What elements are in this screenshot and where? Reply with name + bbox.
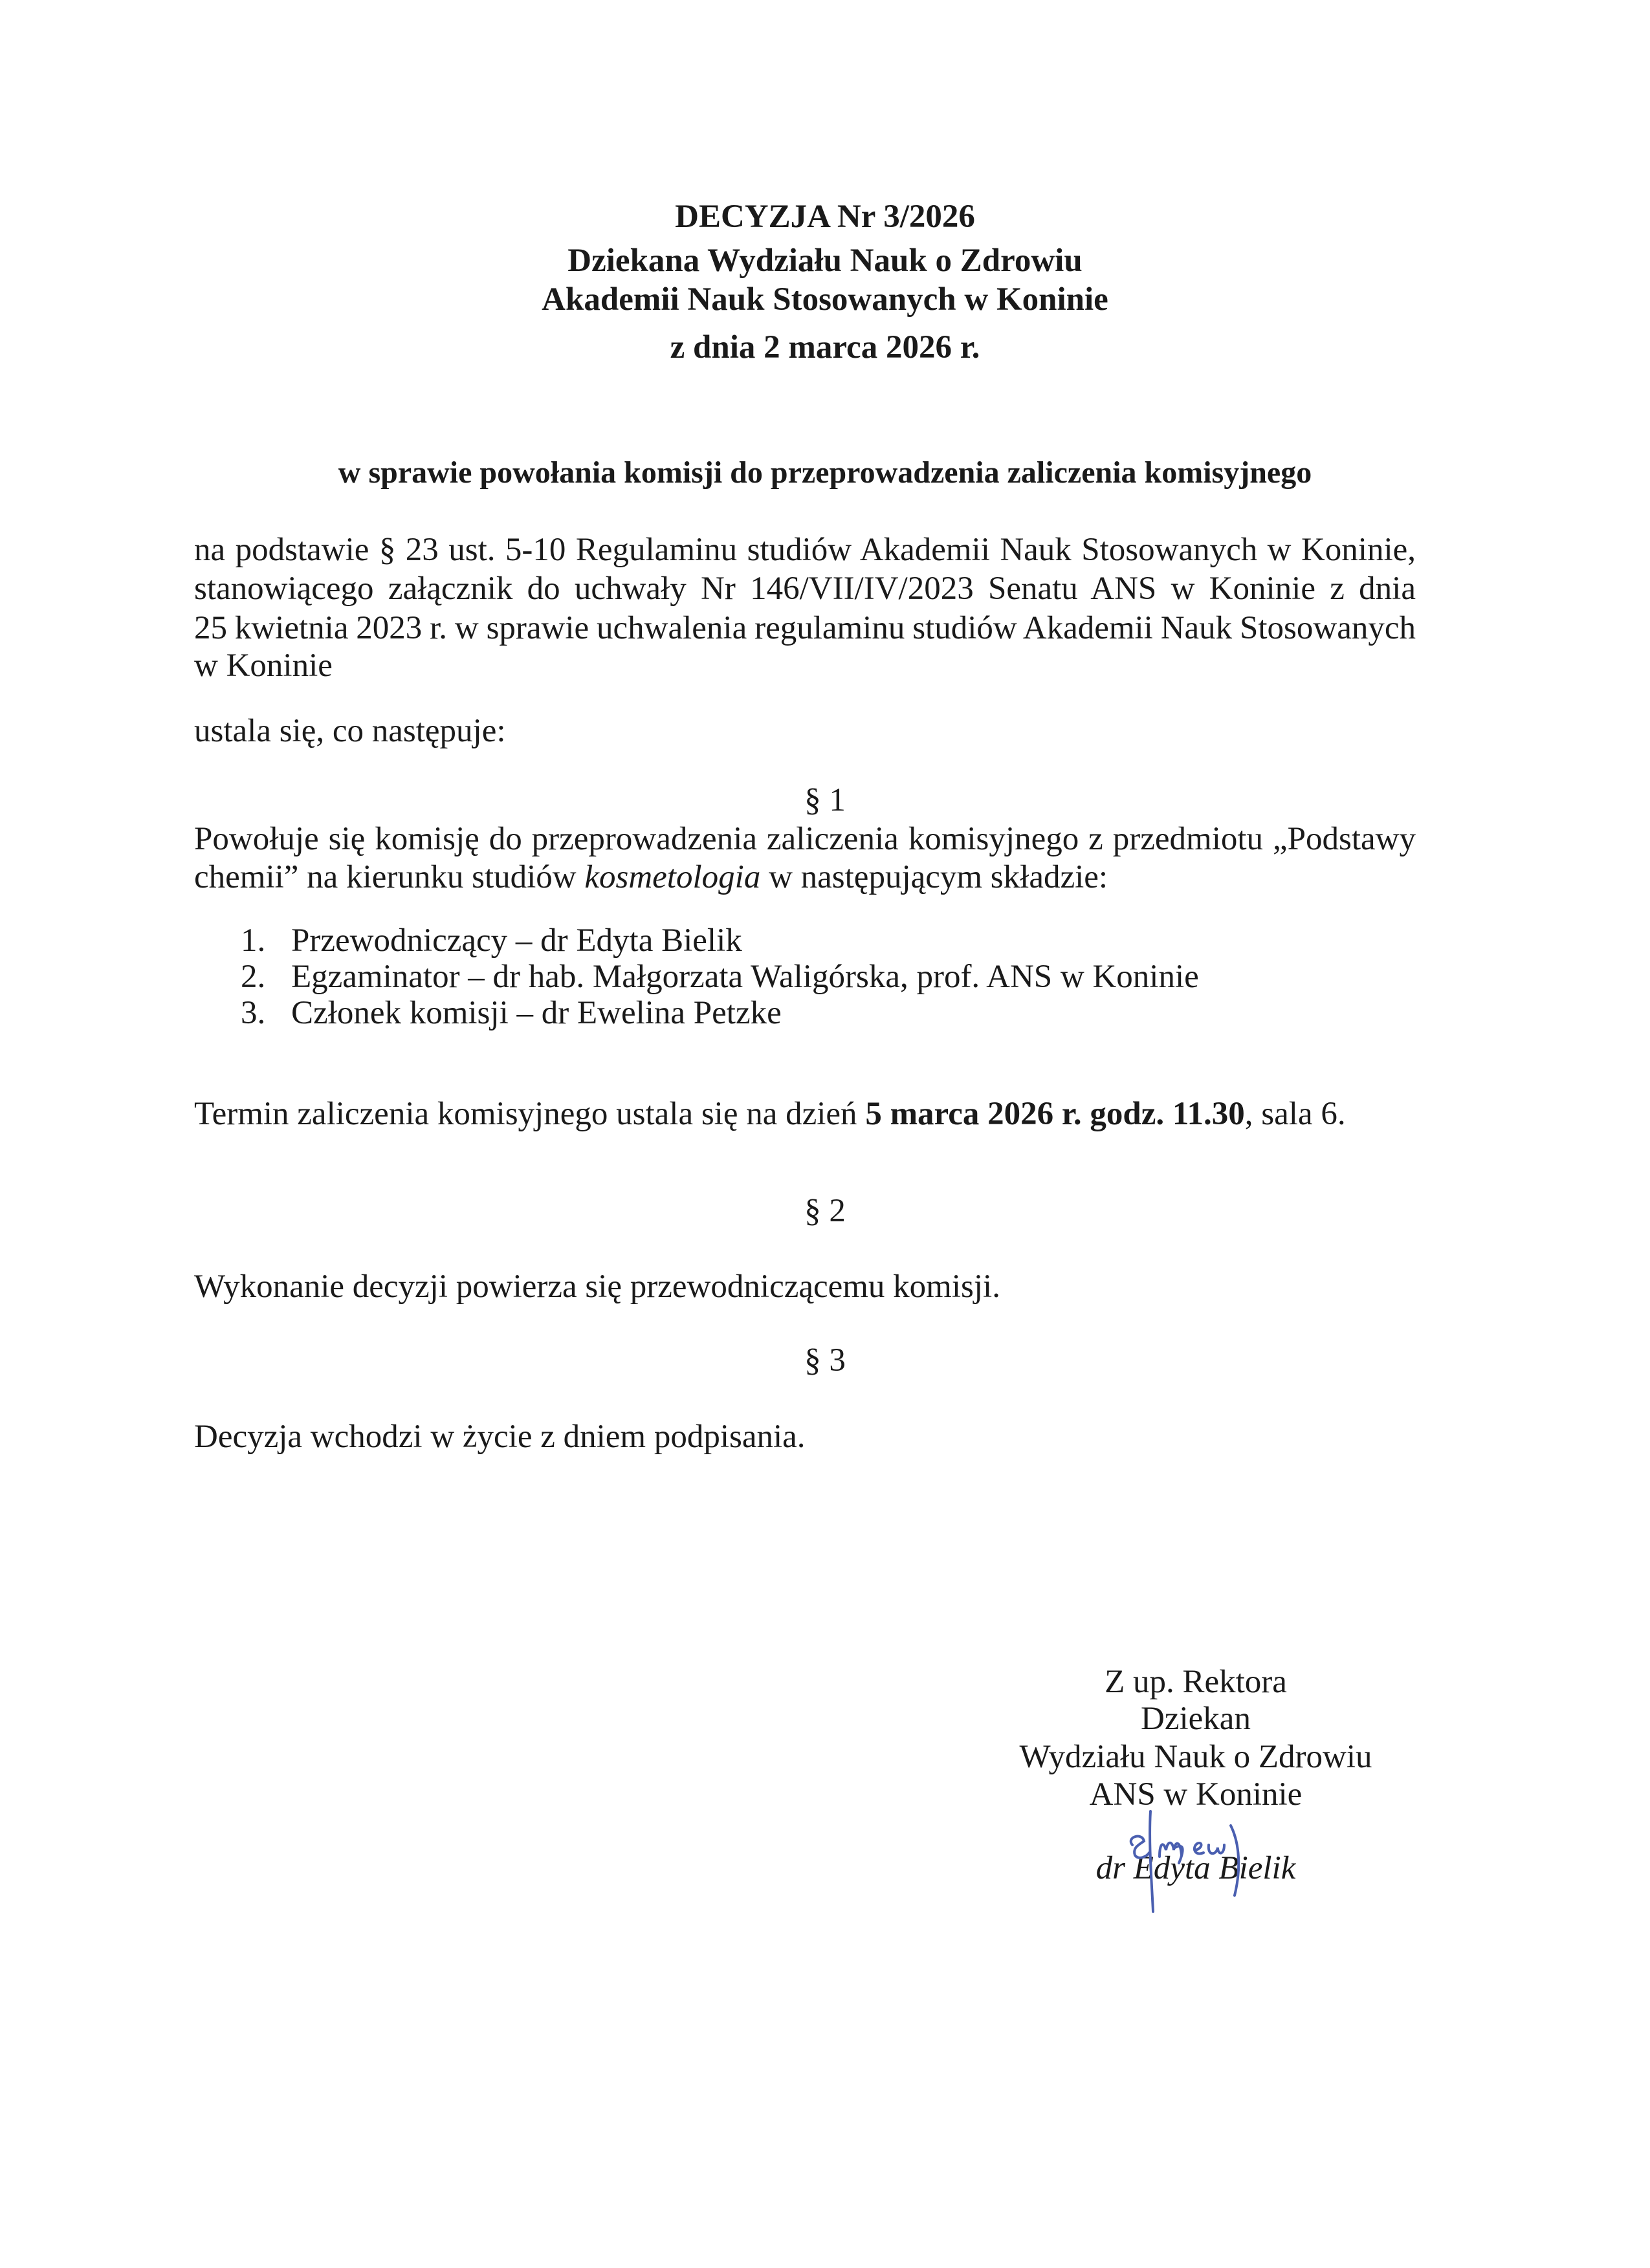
member-item: Przewodniczący – dr Edyta Bielik bbox=[291, 922, 742, 959]
exam-term bbox=[194, 1095, 1416, 1133]
text: Termin zaliczenia komisyjnego ustala się na dzień bbox=[194, 1096, 866, 1132]
signature-line-1: Z up. Rektora bbox=[1105, 1664, 1287, 1700]
section-1-heading: § 1 bbox=[804, 782, 846, 818]
field-of-study: kosmetologia bbox=[584, 859, 761, 895]
decision-title: DECYZJA Nr 3/2026 bbox=[675, 199, 975, 235]
issuer-line-1: Dziekana Wydziału Nauk o Zdrowiu bbox=[567, 243, 1083, 279]
member-number: 3. bbox=[241, 995, 266, 1031]
basis-line: w Koninie bbox=[194, 648, 333, 684]
section-2-text: Wykonanie decyzji powierza się przewodniczącemu komisji. bbox=[194, 1269, 1000, 1305]
signature-line-4: ANS w Koninie bbox=[1089, 1776, 1303, 1813]
decision-subject: w sprawie powołania komisji do przeprowadzenia zaliczenia komisyjnego bbox=[338, 455, 1312, 490]
handwritten-signature bbox=[1113, 1785, 1281, 1915]
exam-date: 5 marca 2026 r. godz. 11.30 bbox=[865, 1096, 1245, 1132]
member-item: Egzaminator – dr hab. Małgorzata Waligórska, prof. ANS w Koninie bbox=[291, 959, 1199, 995]
text: w następującym składzie: bbox=[760, 859, 1108, 895]
member-number: 2. bbox=[241, 959, 266, 995]
section-3-text: Decyzja wchodzi w życie z dniem podpisania. bbox=[194, 1419, 806, 1455]
basis-line: stanowiącego załącznik do uchwały Nr 146/VII/IV/2023 Senatu ANS w Koninie z dnia bbox=[194, 571, 1416, 607]
basis-line: na podstawie § 23 ust. 5-10 Regulaminu studiów Akademii Nauk Stosowanych w Koninie, bbox=[194, 532, 1416, 568]
signature-line-3: Wydziału Nauk o Zdrowiu bbox=[1019, 1739, 1372, 1775]
section-1-line-1: Powołuje się komisję do przeprowadzenia zaliczenia komisyjnego z przedmiotu „Podstawy bbox=[194, 821, 1416, 857]
member-number: 1. bbox=[241, 922, 266, 959]
section-3-heading: § 3 bbox=[804, 1342, 846, 1379]
text: , sala 6. bbox=[1244, 1096, 1346, 1132]
resolution-intro: ustala się, co następuje: bbox=[194, 713, 506, 749]
section-1-line-2 bbox=[194, 858, 1416, 897]
section-2-heading: § 2 bbox=[804, 1193, 846, 1229]
basis-line: 25 kwietnia 2023 r. w sprawie uchwalenia regulaminu studiów Akademii Nauk Stosowanych bbox=[194, 610, 1416, 646]
text: chemii” na kierunku studiów bbox=[194, 859, 585, 895]
decision-date: z dnia 2 marca 2026 r. bbox=[670, 329, 980, 365]
signatory-name: dr Edyta Bielik bbox=[1095, 1850, 1296, 1886]
issuer-line-2: Akademii Nauk Stosowanych w Koninie bbox=[542, 281, 1108, 318]
signature-line-2: Dziekan bbox=[1141, 1701, 1251, 1737]
member-item: Członek komisji – dr Ewelina Petzke bbox=[291, 995, 782, 1031]
